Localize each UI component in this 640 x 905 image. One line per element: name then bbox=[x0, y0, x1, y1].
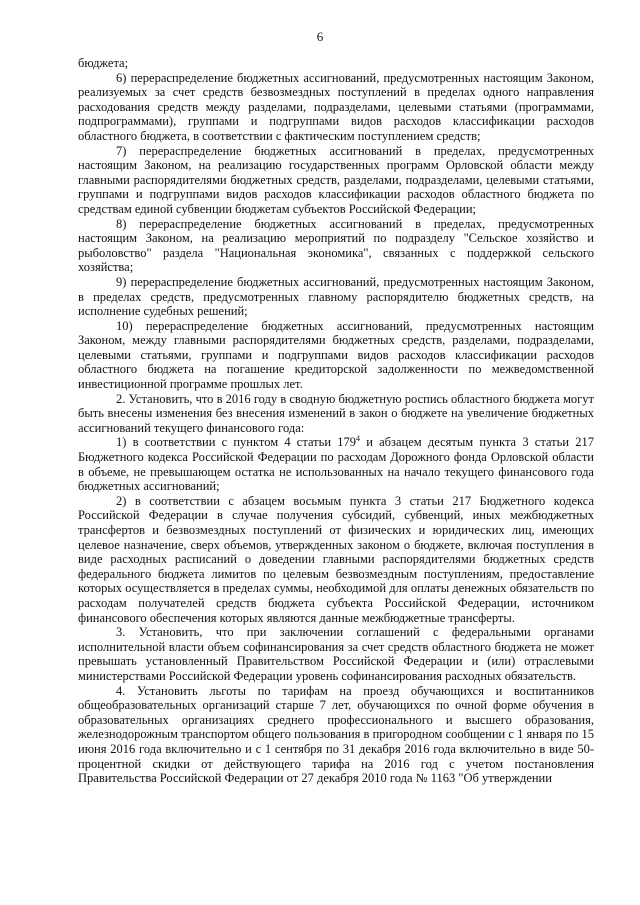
paragraph-section-2-item-2: 2) в соответствии с абзацем восьмым пункта 3 статьи 217 Бюджетного кодекса Российской Федерации в случае получения субсидий, субвенций, иных межбюджетных трансфертов и безвозмездных поступлений от физических и юридических лиц, имеющих целевое назначение, сверх объемов, утвержденных законом о бюджете, включая поступления в виде расходных расписаний о доведении главными распорядителями бюджетных средств федерального бюджета лимитов по целевым безвозмездным поступлениям, предоставление которых осуществляется в пределах суммы, необходимой для оплаты денежных обязательств по расходам получателей средств бюджета субъекта Российской Федерации, источником финансового обеспечения которых являются данные межбюджетные трансферты. bbox=[78, 493, 594, 625]
paragraph-section-4: 4. Установить льготы по тарифам на проезд обучающихся и воспитанников общеобразовательных организаций старше 7 лет, обучающихся по очной форме обучения в образовательных организациях среднего профессионального и высшего образования, железнодорожным транспортом общего пользования в пригородном сообщении с 1 января по 15 июня 2016 года включительно и с 1 сентября по 31 декабря 2016 года включительно в виде 50-процентной скидки от действующего тарифа на 2016 год с учетом постановления Правительства Российской Федерации от 27 декабря 2010 года № 1163 "Об утверждении bbox=[78, 683, 594, 786]
document-body bbox=[78, 56, 594, 786]
paragraph-item-10: 10) перераспределение бюджетных ассигнований, предусмотренных настоящим Законом, между главными распорядителями бюджетных средств, разделами, подразделами, целевыми статьями, группами и подгруппами видов расходов классификации расходов областного бюджета на погашение кредиторской задолженности по межведомственной инвестиционной программе прошлых лет. bbox=[78, 318, 594, 392]
item-1-text-after: и абзацем десятым пункта 3 статьи 217 Бюджетного кодекса Российской Федерации по расходам Дорожного фонда Орловской области в объеме, не превышающем остатка не использованных на начало текущего финансового года бюджетных ассигнований; bbox=[78, 435, 594, 494]
paragraph-item-9: 9) перераспределение бюджетных ассигнований, предусмотренных настоящим Законом, в пределах средств, предусмотренных главному распорядителю бюджетных средств, на исполнение судебных решений; bbox=[78, 274, 594, 319]
paragraph-item-7: 7) перераспределение бюджетных ассигнований в пределах, предусмотренных настоящим Законом, на реализацию государственных программ Орловской области между главными распорядителями бюджетных средств, разделами, подразделами, целевыми статьями, группами и подгруппами видов расходов классификации расходов областного бюджета по средствам единой субвенции бюджетам субъектов Российской Федерации; bbox=[78, 143, 594, 216]
paragraph-section-2: 2. Установить, что в 2016 году в сводную бюджетную роспись областного бюджета могут быть внесены изменения без внесения изменений в закон о бюджете на увеличение бюджетных ассигнований текущего финансового года: bbox=[78, 391, 594, 435]
paragraph-item-8: 8) перераспределение бюджетных ассигнований в пределах, предусмотренных настоящим Законом, на реализацию мероприятий по подразделу "Сельское хозяйство и рыболовство" раздела "Национальная экономика", связанных с поддержкой сельского хозяйства; bbox=[78, 216, 594, 275]
article-superscript: 4 bbox=[356, 434, 361, 444]
paragraph-continuation: бюджета; bbox=[78, 56, 129, 70]
page-number: 6 bbox=[316, 29, 324, 44]
item-1-text-before: 1) в соответствии с пунктом 4 статьи 179 bbox=[116, 435, 357, 450]
paragraph-section-3: 3. Установить, что при заключении соглашений с федеральными органами исполнительной власти объем софинансирования за счет средств областного бюджета не может превышать установленный Правительством Российской Федерации и (или) отраслевыми министерствами Российской Федерации уровень софинансирования расходных обязательств. bbox=[78, 625, 594, 683]
paragraph-section-2-item-1 bbox=[78, 435, 594, 493]
paragraph-item-6: 6) перераспределение бюджетных ассигнований, предусмотренных настоящим Законом, реализуемых за счет средств безвозмездных поступлений в пределах одного направления расходования средств между разделами, подразделами, целевыми статьями (программами, подпрограммами), группами и подгруппами видов расходов классификации расходов областного бюджета, в соответствии с фактическим поступлением средств; bbox=[78, 70, 594, 143]
